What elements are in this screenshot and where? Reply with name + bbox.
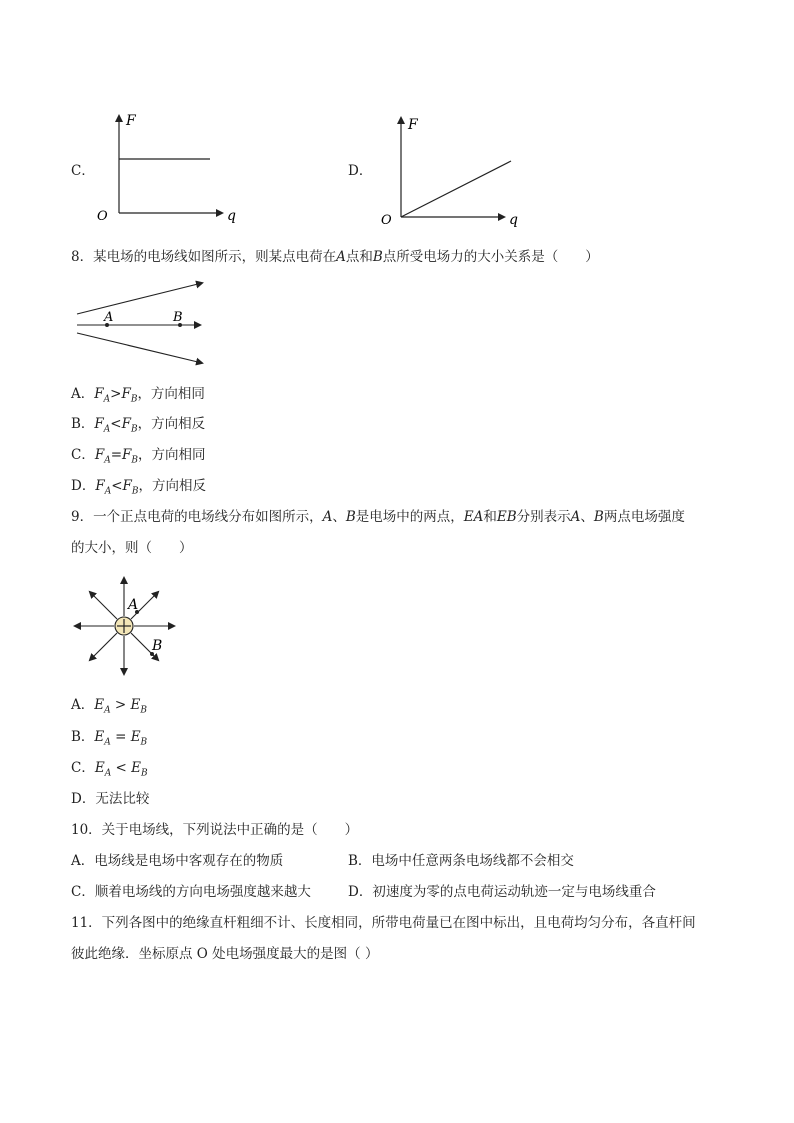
q10-option-c: C．顺着电场线的方向电场强度越来越大 [71, 884, 311, 900]
q9-option-b: B．$E_A = E_B$ [71, 729, 148, 748]
q8-option-d: D．$F_A<F_B$，方向相反 [71, 478, 207, 497]
label-b: B [173, 310, 183, 325]
field-lines-figure-8 [70, 276, 215, 371]
graph-d [372, 110, 532, 230]
label-a: A [128, 597, 139, 613]
option-d-label: D． [348, 163, 373, 179]
question-9-stem-line-1: 9．一个正点电荷的电场线分布如图所示，A、B是电场中的两点，EA和EB分别表示A、B两点电场强度 [71, 509, 685, 525]
question-11-stem-line-2: 彼此绝缘．坐标原点 O 处电场强度最大的是图（ ） [71, 946, 379, 962]
q8-option-c: C．$F_A=F_B$，方向相同 [71, 447, 206, 466]
question-11-stem-line-1: 11．下列各图中的绝缘直杆粗细不计、长度相同，所带电荷量已在图中标出，且电荷均匀分布，各直杆间 [71, 915, 696, 931]
origin-label: O [97, 209, 108, 224]
axis-label-q: q [509, 212, 518, 228]
label-b: B [152, 638, 163, 654]
field-line-up-left [90, 592, 117, 619]
q9-option-a: A．$E_A > E_B$ [71, 697, 147, 716]
q9-option-c: C．$E_A < E_B$ [71, 760, 148, 779]
field-line-upper [77, 283, 202, 314]
origin-label: O [381, 213, 392, 228]
label-a: A [104, 310, 114, 325]
axis-label-q: q [227, 208, 236, 224]
question-8-stem: 8．某电场的电场线如图所示，则某点电荷在A点和B点所受电场力的大小关系是（ ） [71, 249, 599, 265]
question-9-stem-line-2: 的大小，则（ ） [71, 540, 193, 556]
q9-option-d: D．无法比较 [71, 791, 150, 807]
q10-option-b: B．电场中任意两条电场线都不会相交 [348, 853, 574, 869]
field-line-lower [77, 333, 202, 363]
q10-option-a: A．电场线是电场中客观存在的物质 [71, 853, 284, 869]
axis-label-f: F [126, 113, 136, 129]
graph-c [90, 108, 250, 228]
graph-line-proportional [401, 161, 511, 217]
q8-option-a: A．$F_A>F_B$，方向相同 [71, 386, 205, 405]
axis-label-f: F [408, 117, 418, 133]
question-10-stem: 10．关于电场线，下列说法中正确的是（ ） [71, 822, 359, 838]
q10-option-d: D．初速度为零的点电荷运动轨迹一定与电场线重合 [348, 884, 656, 900]
option-c-label: C． [71, 163, 95, 179]
point-charge-field-figure [70, 572, 180, 680]
field-line-down-left [90, 633, 117, 660]
q8-option-b: B．$F_A<F_B$，方向相反 [71, 416, 206, 435]
